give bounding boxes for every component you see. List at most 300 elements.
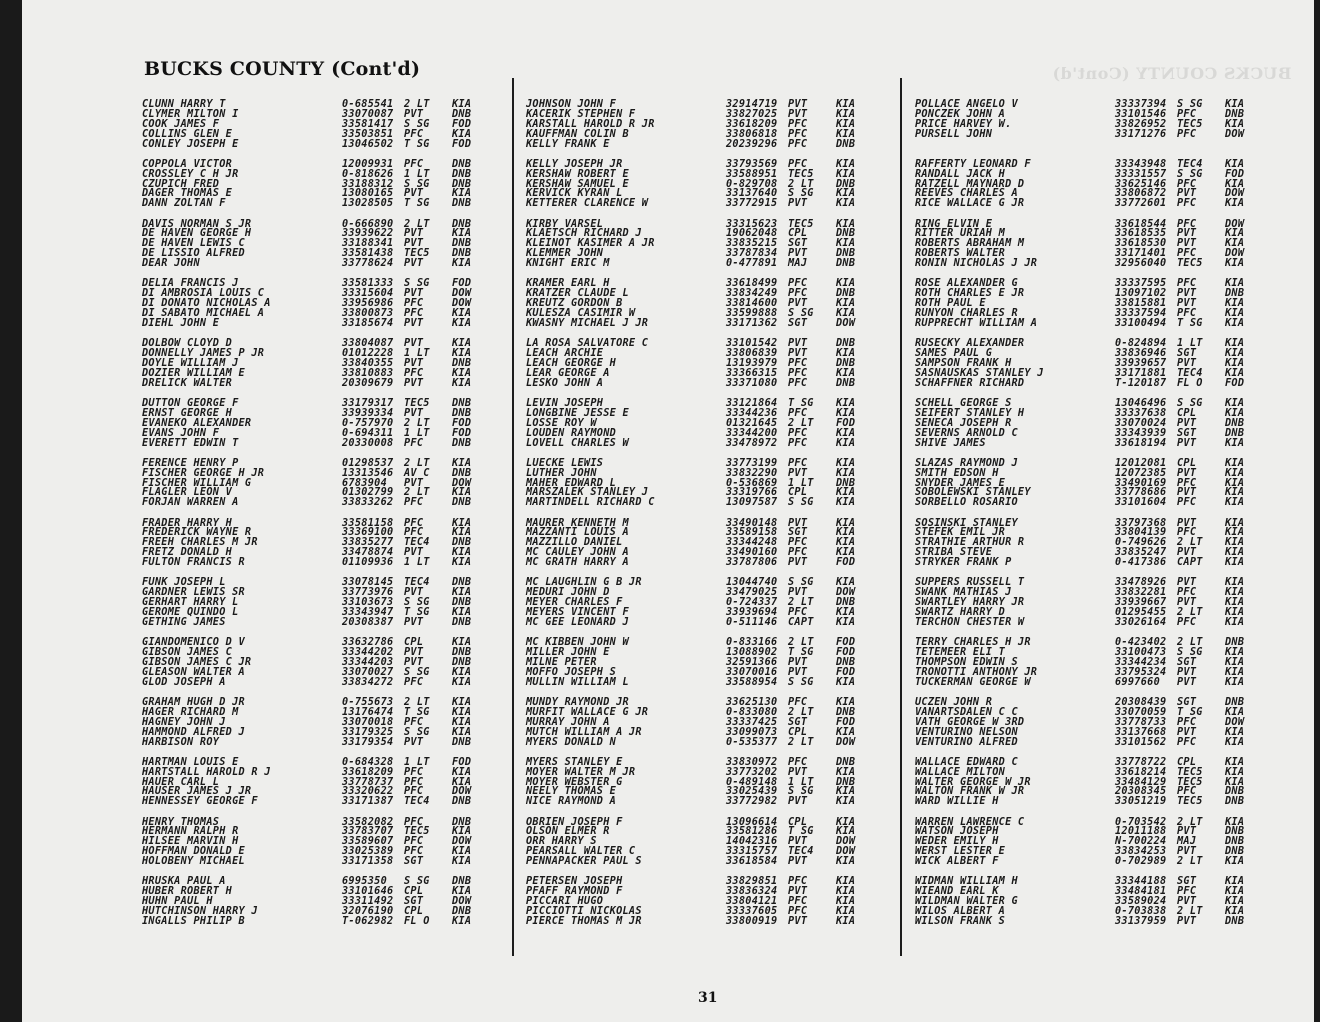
rank: PFC [404, 816, 424, 828]
casualty-name: PFAFF RAYMOND F [526, 886, 623, 898]
serial-number: 33826952 [1115, 118, 1167, 130]
serial-number: 32076190 [342, 906, 394, 918]
serial-number: 33588951 [726, 168, 778, 180]
rank: PVT [1177, 188, 1197, 200]
rank: AV C [404, 467, 430, 479]
status-code: DNB [1225, 696, 1245, 708]
serial-number: 33581417 [342, 118, 394, 130]
casualty-name: WARREN LAWRENCE C [915, 816, 1025, 828]
serial-number: 33810883 [342, 367, 394, 379]
status-code: KIA [1225, 676, 1245, 688]
status-code: KIA [452, 776, 472, 788]
status-code: FOD [1225, 377, 1245, 389]
rank: SGT [1177, 427, 1197, 439]
rank: S SG [788, 577, 814, 589]
serial-number: 33490148 [726, 517, 778, 529]
status-code: KIA [1225, 587, 1245, 599]
serial-number: 33834272 [342, 676, 394, 688]
rank: 1 LT [404, 348, 430, 360]
casualty-name: ERNST GEORGE H [142, 407, 233, 419]
casualty-name: WILDMAN WALTER G [915, 896, 1018, 908]
serial-number: 13176474 [342, 706, 394, 718]
serial-number: 33815881 [1115, 298, 1167, 310]
serial-number: 33101604 [1115, 497, 1167, 509]
rank: SGT [788, 238, 808, 250]
serial-number: 01298537 [342, 457, 394, 469]
rank: CPL [404, 906, 424, 918]
status-code: KIA [1225, 766, 1245, 778]
serial-number: 33804121 [726, 896, 778, 908]
rank: PFC [788, 437, 808, 449]
serial-number: 33618214 [1115, 766, 1167, 778]
status-code: KIA [1225, 527, 1245, 539]
casualty-name: VENTURINO NELSON [915, 726, 1018, 738]
rank: PFC [404, 776, 424, 788]
status-code: DNB [452, 497, 472, 509]
status-code: FOD [452, 138, 472, 150]
status-code: KIA [452, 457, 472, 469]
casualty-name: HERMANN RALPH R [142, 826, 239, 838]
serial-number: 33490160 [726, 547, 778, 559]
casualty-name: FREEH CHARLES M JR [142, 537, 258, 549]
casualty-name: EVERETT EDWIN T [142, 437, 239, 449]
casualty-name: KACERIK STEPHEN F [526, 108, 636, 120]
casualty-name: SUPPERS RUSSELL T [915, 577, 1025, 589]
serial-number: 13028505 [342, 198, 394, 210]
serial-number: 33099073 [726, 726, 778, 738]
serial-number: 13097102 [1115, 288, 1167, 300]
status-code: KIA [836, 437, 856, 449]
casualty-name: KRAMER EARL H [526, 278, 610, 290]
rank: PFC [404, 497, 424, 509]
casualty-name: REEVES CHARLES A [915, 188, 1018, 200]
casualty-name: DI DONATO NICHOLAS A [142, 298, 271, 310]
casualty-name: DI SABATO MICHAEL A [142, 308, 265, 320]
status-code: DNB [836, 776, 856, 788]
rank: PFC [1177, 497, 1197, 509]
serial-number: 33484129 [1115, 776, 1167, 788]
casualty-name: ROTH CHARLES E JR [915, 288, 1025, 300]
serial-number: 33783707 [342, 826, 394, 838]
serial-number: 0-684328 [342, 756, 394, 768]
rank: TEC5 [788, 218, 814, 230]
status-code: KIA [836, 457, 856, 469]
status-code: DOW [1225, 128, 1245, 140]
rank: S SG [788, 308, 814, 320]
status-code: DNB [452, 198, 472, 210]
casualty-name: MYERS DONALD N [526, 736, 617, 748]
rank: TEC4 [404, 537, 430, 549]
serial-number: 0-829708 [726, 178, 778, 190]
casualty-name: GIBSON JAMES C [142, 647, 233, 659]
document-page [22, 0, 1314, 1022]
status-code: DNB [836, 756, 856, 768]
casualty-name: HARTSTALL HAROLD R J [142, 766, 271, 778]
status-code: DNB [1225, 836, 1245, 848]
status-code: KIA [836, 537, 856, 549]
serial-number: 33101542 [726, 338, 778, 350]
casualty-name: MURFIT WALLACE G JR [526, 706, 649, 718]
status-code: DNB [1225, 108, 1245, 120]
serial-number: 33070087 [342, 108, 394, 120]
rank: 2 LT [404, 99, 430, 110]
status-code: DOW [452, 836, 472, 848]
casualty-name: CONLEY JOSEPH E [142, 138, 239, 150]
serial-number: 33618209 [342, 766, 394, 778]
column-divider [900, 78, 902, 956]
serial-number: 20308439 [1115, 696, 1167, 708]
rank: PFC [788, 547, 808, 559]
rank: T SG [404, 138, 430, 150]
rank: PVT [404, 238, 424, 250]
serial-number: 33840355 [342, 357, 394, 369]
status-code: KIA [452, 856, 472, 868]
status-code: DNB [452, 577, 472, 589]
casualty-name: MAURER KENNETH M [526, 517, 629, 529]
casualty-name: GRAHAM HUGH D JR [142, 696, 245, 708]
serial-number: 33814600 [726, 298, 778, 310]
rank: S SG [404, 726, 430, 738]
casualty-name: DE HAVEN GEORGE H [142, 228, 252, 240]
rank: PFC [788, 457, 808, 469]
rank: T SG [788, 647, 814, 659]
serial-number: 0-489148 [726, 776, 778, 788]
serial-number: 33137959 [1115, 915, 1167, 927]
status-code: KIA [1225, 656, 1245, 668]
serial-number: 33344234 [1115, 656, 1167, 668]
rank: PFC [1177, 587, 1197, 599]
casualty-name: LUTHER JOHN [526, 467, 597, 479]
rank: PVT [1177, 896, 1197, 908]
status-code: FOD [452, 427, 472, 439]
status-code: KIA [1225, 348, 1245, 360]
status-code: KIA [836, 577, 856, 589]
casualty-name: WILSON FRANK S [915, 915, 1006, 927]
serial-number: 20330008 [342, 437, 394, 449]
rank: 2 LT [1177, 637, 1203, 649]
casualty-name: HARTMAN LOUIS E [142, 756, 239, 768]
rank: 2 LT [404, 417, 430, 429]
rank: PFC [788, 427, 808, 439]
serial-number: 33171362 [726, 317, 778, 329]
serial-number: 33171358 [342, 856, 394, 868]
casualty-name: WALLACE EDWARD C [915, 756, 1018, 768]
casualty-name: PONCZEK JOHN A [915, 108, 1006, 120]
serial-number: 33829851 [726, 876, 778, 888]
status-code: DNB [1225, 915, 1245, 927]
status-code: KIA [836, 527, 856, 539]
rank: PFC [1177, 786, 1197, 798]
casualty-name: HILSEE MARVIN H [142, 836, 239, 848]
casualty-name: HAGER RICHARD M [142, 706, 239, 718]
serial-number: 13046502 [342, 138, 394, 150]
serial-number: 33588954 [726, 676, 778, 688]
casualty-name: INGALLS PHILIP B [142, 915, 245, 927]
status-code: KIA [836, 397, 856, 409]
serial-number: 33589158 [726, 527, 778, 539]
serial-number: 33315604 [342, 288, 394, 300]
casualty-name: DAVIS NORMAN S JR [142, 218, 252, 230]
casualty-name: FREDERICK WAYNE R [142, 527, 252, 539]
status-code: DNB [452, 656, 472, 668]
rank: SGT [404, 856, 424, 868]
casualty-name: HAUER CARL L [142, 776, 220, 788]
status-code: KIA [1225, 896, 1245, 908]
serial-number: 33337425 [726, 716, 778, 728]
rank: PVT [788, 298, 808, 310]
status-code: KIA [1225, 397, 1245, 409]
serial-number: 33618209 [726, 118, 778, 130]
casualty-name: GIBSON JAMES C JR [142, 656, 252, 668]
serial-number: 33103673 [342, 597, 394, 609]
casualty-name: THOMPSON EDWIN S [915, 656, 1018, 668]
status-code: DNB [452, 108, 472, 120]
status-code: DOW [1225, 218, 1245, 230]
serial-number: 33070016 [726, 666, 778, 678]
casualty-name: HUBER ROBERT H [142, 886, 233, 898]
casualty-name: OLSON ELMER R [526, 826, 610, 838]
serial-number: 33101646 [342, 886, 394, 898]
status-code: DOW [452, 288, 472, 300]
rank: PVT [788, 517, 808, 529]
serial-number: 33078145 [342, 577, 394, 589]
rank: PFC [404, 527, 424, 539]
rank: PVT [1177, 826, 1197, 838]
casualty-name: NEELY THOMAS E [526, 786, 617, 798]
rank: FL O [404, 915, 430, 927]
rank: PVT [404, 477, 424, 489]
status-code: KIA [1225, 537, 1245, 549]
casualty-name: WALTON FRANK W JR [915, 786, 1025, 798]
rank: PVT [404, 616, 424, 628]
casualty-name: KULESZA CASIMIR W [526, 308, 636, 320]
serial-number: 0-757970 [342, 417, 394, 429]
status-code: KIA [1225, 706, 1245, 718]
casualty-name: SEVERNS ARNOLD C [915, 427, 1018, 439]
serial-number: 33800873 [342, 308, 394, 320]
serial-number: 33772982 [726, 796, 778, 808]
serial-number: 33618194 [1115, 437, 1167, 449]
serial-number: 33344248 [726, 537, 778, 549]
casualty-name: SMITH EDSON H [915, 467, 999, 479]
rank: PFC [1177, 736, 1197, 748]
status-code: DNB [836, 258, 856, 270]
status-code: KIA [836, 367, 856, 379]
rank: PFC [404, 766, 424, 778]
serial-number: 33070059 [1115, 706, 1167, 718]
status-code: KIA [836, 786, 856, 798]
serial-number: 33787834 [726, 248, 778, 260]
status-code: DNB [452, 736, 472, 748]
casualty-name: LEACH ARCHIE [526, 348, 604, 360]
serial-number: 33344200 [726, 427, 778, 439]
serial-number: 33315623 [726, 218, 778, 230]
status-code: KIA [452, 367, 472, 379]
rank: PVT [404, 377, 424, 389]
serial-number: 33581333 [342, 278, 394, 290]
casualty-name: ROSE ALEXANDER G [915, 278, 1018, 290]
rank: PVT [788, 666, 808, 678]
rank: PVT [788, 856, 808, 868]
status-code: KIA [836, 158, 856, 170]
rank: CPL [404, 637, 424, 649]
rank: PFC [788, 367, 808, 379]
status-code: DOW [1225, 188, 1245, 200]
rank: TEC4 [404, 577, 430, 589]
status-code: FOD [836, 647, 856, 659]
status-code: KIA [452, 676, 472, 688]
casualty-name: KNIGHT ERIC M [526, 258, 610, 270]
serial-number: 13096614 [726, 816, 778, 828]
status-code: KIA [836, 198, 856, 210]
status-code: DNB [1225, 786, 1245, 798]
casualty-name: HOLOBENY MICHAEL [142, 856, 245, 868]
casualty-name: STRATHIE ARTHUR R [915, 537, 1025, 549]
casualty-name: CZUPICH FRED [142, 178, 220, 190]
casualty-name: DOLBOW CLOYD D [142, 338, 233, 350]
status-code: DNB [1225, 796, 1245, 808]
serial-number: 33478874 [342, 547, 394, 559]
rank: PFC [404, 716, 424, 728]
serial-number: 33337638 [1115, 407, 1167, 419]
status-code: DNB [1225, 427, 1245, 439]
serial-number: 33369100 [342, 527, 394, 539]
rank: PVT [404, 547, 424, 559]
casualty-name: ROTH PAUL E [915, 298, 986, 310]
status-code: FOD [452, 756, 472, 768]
rank: PFC [788, 896, 808, 908]
rank: PVT [1177, 467, 1197, 479]
rank: PVT [404, 188, 424, 200]
serial-number: 33778686 [1115, 487, 1167, 499]
status-code: DOW [836, 736, 856, 748]
status-code: DNB [836, 477, 856, 489]
serial-number: 33939334 [342, 407, 394, 419]
casualty-name: FULTON FRANCIS R [142, 557, 245, 569]
rank: S SG [404, 118, 430, 130]
casualty-name: DI AMBROSIA LOUIS C [142, 288, 265, 300]
serial-number: 33101562 [1115, 736, 1167, 748]
serial-number: 33778733 [1115, 716, 1167, 728]
serial-number: 33188341 [342, 238, 394, 250]
serial-number: 33484181 [1115, 886, 1167, 898]
status-code: KIA [452, 886, 472, 898]
status-code: KIA [1225, 547, 1245, 559]
casualty-name: SHIVE JAMES [915, 437, 986, 449]
status-code: DOW [452, 298, 472, 310]
casualty-name: SEIFERT STANLEY H [915, 407, 1025, 419]
rank: PFC [788, 607, 808, 619]
rank: PFC [404, 437, 424, 449]
casualty-name: MC GRATH HARRY A [526, 557, 629, 569]
serial-number: 33311492 [342, 896, 394, 908]
status-code: KIA [1225, 198, 1245, 210]
casualty-name: KWASNY MICHAEL J JR [526, 317, 649, 329]
serial-number: 33787806 [726, 557, 778, 569]
status-code: KIA [836, 168, 856, 180]
serial-number: 33835277 [342, 537, 394, 549]
status-code: KIA [452, 766, 472, 778]
serial-number: 32956040 [1115, 258, 1167, 270]
status-code: KIA [1225, 876, 1245, 888]
bleed-through-title: BUCKS COUNTY (Cont'd) [1052, 64, 1292, 83]
status-code: DNB [836, 597, 856, 609]
status-code: DOW [452, 786, 472, 798]
rank: TEC5 [1177, 118, 1203, 130]
serial-number: 0-477891 [726, 258, 778, 270]
casualty-name: POLLACE ANGELO V [915, 99, 1018, 110]
status-code: DNB [836, 377, 856, 389]
status-code: KIA [452, 557, 472, 569]
serial-number: 14042316 [726, 836, 778, 848]
rank: S SG [788, 188, 814, 200]
serial-number: 13097587 [726, 497, 778, 509]
serial-number: 33827025 [726, 108, 778, 120]
status-code: KIA [1225, 666, 1245, 678]
casualty-name: MEYER CHARLES F [526, 597, 623, 609]
rank: TEC4 [404, 796, 430, 808]
casualty-name: KELLY JOSEPH JR [526, 158, 623, 170]
rank: SGT [788, 716, 808, 728]
casualty-name: VATH GEORGE W 3RD [915, 716, 1025, 728]
status-code: DNB [1225, 846, 1245, 858]
serial-number: 33582082 [342, 816, 394, 828]
status-code: KIA [452, 188, 472, 200]
casualty-name: RICE WALLACE G JR [915, 198, 1025, 210]
serial-number: 0-535377 [726, 736, 778, 748]
status-code: KIA [1225, 457, 1245, 469]
rank: PVT [1177, 487, 1197, 499]
casualty-name: KLEINOT KASIMER A JR [526, 238, 655, 250]
rank: PVT [404, 108, 424, 120]
casualty-name: TERRY CHARLES H JR [915, 637, 1031, 649]
casualty-name: SLAZAS RAYMOND J [915, 457, 1018, 469]
serial-number: 33137668 [1115, 726, 1167, 738]
rank: TEC5 [788, 168, 814, 180]
serial-number: 33179325 [342, 726, 394, 738]
status-code: DNB [452, 168, 472, 180]
status-code: KIA [836, 308, 856, 320]
casualty-name: WARD WILLIE H [915, 796, 999, 808]
status-code: KIA [836, 876, 856, 888]
casualty-name: DIEHL JOHN E [142, 317, 220, 329]
serial-number: 33778722 [1115, 756, 1167, 768]
status-code: KIA [452, 716, 472, 728]
rank: CPL [1177, 457, 1197, 469]
casualty-name: LUECKE LEWIS [526, 457, 604, 469]
serial-number: 33344188 [1115, 876, 1167, 888]
status-code: DOW [836, 836, 856, 848]
rank: 1 LT [1177, 338, 1203, 350]
serial-number: 33835247 [1115, 547, 1167, 559]
status-code: KIA [452, 607, 472, 619]
casualty-name: LONGBINE JESSE E [526, 407, 629, 419]
status-code: DNB [836, 178, 856, 190]
rank: T SG [404, 607, 430, 619]
casualty-name: MURRAY JOHN A [526, 716, 610, 728]
serial-number: 33793569 [726, 158, 778, 170]
status-code: DNB [452, 537, 472, 549]
status-code: KIA [452, 99, 472, 110]
status-code: KIA [452, 308, 472, 320]
status-code: KIA [836, 188, 856, 200]
serial-number: 33344236 [726, 407, 778, 419]
casualty-name: WERST LESTER E [915, 846, 1006, 858]
casualty-name: HUHN PAUL H [142, 896, 213, 908]
status-code: FOD [452, 118, 472, 130]
status-code: KIA [1225, 317, 1245, 329]
rank: PFC [1177, 218, 1197, 230]
